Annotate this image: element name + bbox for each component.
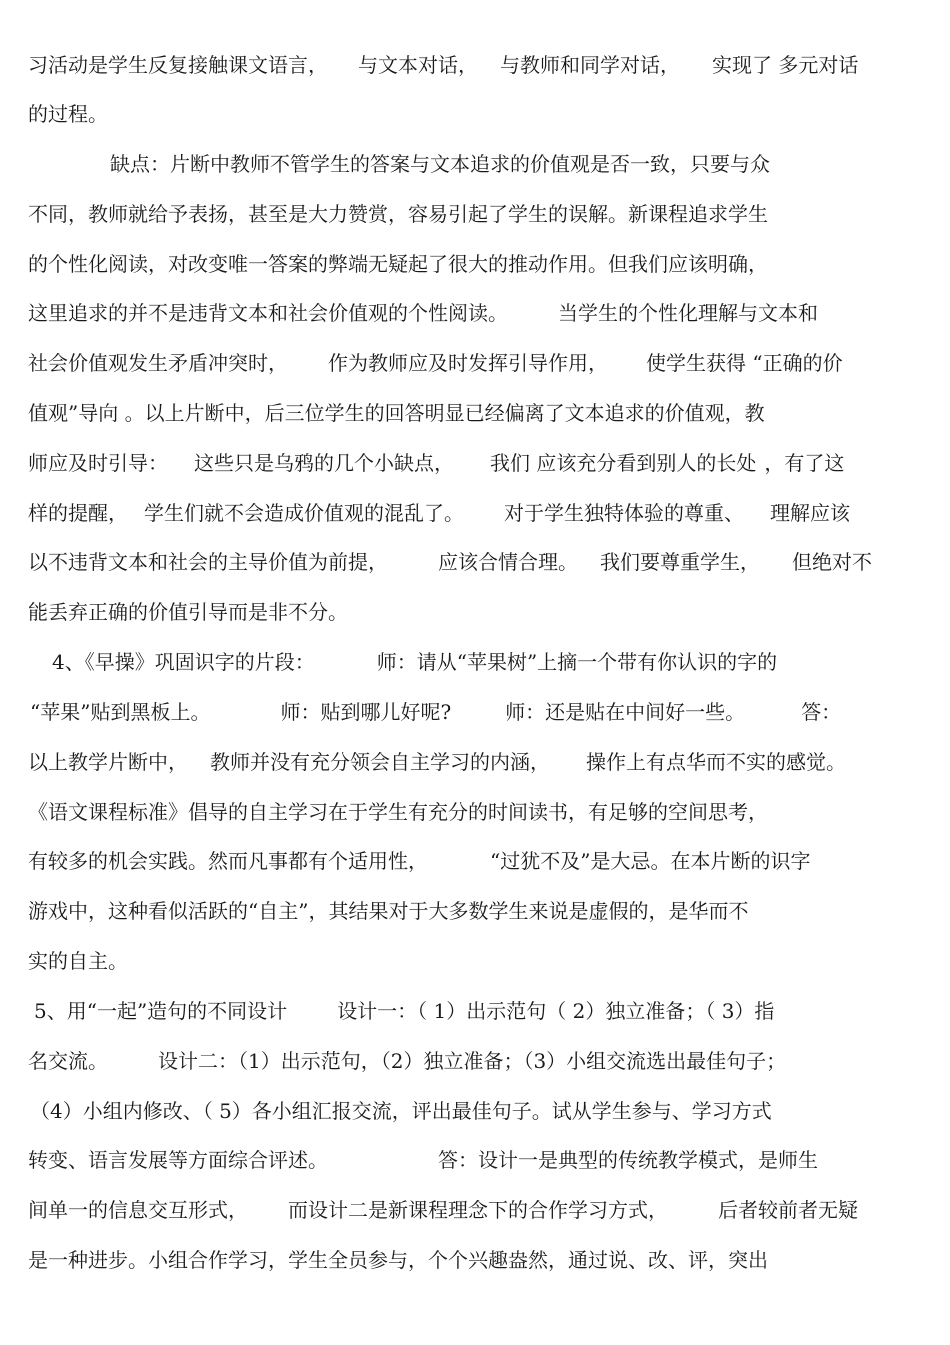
text-line xyxy=(52,647,920,677)
text-segment: 而设计二是新课程理念下的合作学习方式， xyxy=(288,1198,668,1222)
text-segment: 与教师和同学对话， xyxy=(500,53,680,77)
text-segment: 当学生的个性化理解与文本和 xyxy=(558,301,818,325)
text-line xyxy=(28,298,920,328)
text-segment: 师应及时引导： xyxy=(28,451,168,475)
text-segment: 以不违背文本和社会的主导价值为前提， xyxy=(28,550,388,574)
text-line xyxy=(28,896,920,926)
text-segment: 名交流。 xyxy=(28,1049,108,1073)
text-segment: 不同，教师就给予表扬，甚至是大力赞赏，容易引起了学生的误解。新课程追求学生 xyxy=(28,202,768,226)
text-segment: 师：还是贴在中间好一些。 xyxy=(505,700,746,724)
text-line xyxy=(34,996,920,1026)
text-segment: 样的提醒， xyxy=(28,501,128,525)
text-segment: 我们 应该充分看到别人的长处 xyxy=(490,451,757,475)
text-line xyxy=(30,697,920,727)
text-segment: 实现了 多元对话 xyxy=(712,53,859,77)
text-segment: “过犹不及”是大忌。在本片断的识字 xyxy=(490,849,811,873)
text-line xyxy=(28,50,920,80)
text-segment: 教师并没有充分领会自主学习的内涵， xyxy=(210,750,550,774)
text-segment: 设计二：（1）出示范句，（2）独立准备；（3）小组交流选出最佳句子； xyxy=(158,1049,787,1073)
text-segment: 对于学生独特体验的尊重、 xyxy=(504,501,744,525)
text-segment: 应该合情合理。 xyxy=(438,550,578,574)
text-segment: 但绝对不 xyxy=(792,550,872,574)
text-segment: 这些只是乌鸦的几个小缺点， xyxy=(194,451,454,475)
text-segment: 缺点：片断中教师不管学生的答案与文本追求的价值观是否一致，只要与众 xyxy=(110,152,770,176)
text-segment: 师：贴到哪儿好呢? xyxy=(280,700,452,724)
text-segment: 5、用“一起”造句的不同设计 xyxy=(34,999,288,1023)
text-line xyxy=(28,199,920,229)
text-segment: 与文本对话， xyxy=(358,53,478,77)
text-line xyxy=(28,1245,920,1275)
text-line xyxy=(28,547,920,577)
text-segment: 4、《早操》巩固识字的片段： xyxy=(52,650,315,674)
text-segment: 答： xyxy=(801,700,842,724)
text-segment: 能丢弃正确的价值引导而是非不分。 xyxy=(28,600,348,624)
text-line xyxy=(30,1096,920,1126)
text-segment: 理解应该 xyxy=(770,501,850,525)
text-segment: 答：设计一是典型的传统教学模式，是师生 xyxy=(438,1148,818,1172)
text-segment: 《语文课程标准》倡导的自主学习在于学生有充分的时间读书，有足够的空间思考， xyxy=(28,800,768,824)
text-line xyxy=(110,149,920,179)
text-segment: 这里追求的并不是违背文本和社会价值观的个性阅读。 xyxy=(28,301,508,325)
text-segment: 设计一：（ 1）出示范句（ 2）独立准备；（ 3）指 xyxy=(337,999,775,1023)
text-segment: 师：请从“苹果树”上摘一个带有你认识的字的 xyxy=(376,650,778,674)
text-line xyxy=(28,498,920,528)
text-segment: 学生们就不会造成价值观的混乱了。 xyxy=(144,501,464,525)
text-line xyxy=(28,846,920,876)
text-segment: 值观”导向 。以上片断中，后三位学生的回答明显已经偏离了文本追求的价值观，教 xyxy=(28,401,765,425)
text-segment: 间单一的信息交互形式， xyxy=(28,1198,248,1222)
text-segment: 的过程。 xyxy=(28,102,108,126)
text-segment: 习活动是学生反复接触课文语言， xyxy=(28,53,328,77)
text-segment: （4）小组内修改、（ 5）各小组汇报交流，评出最佳句子。试从学生参与、学习方式 xyxy=(30,1099,772,1123)
text-segment: 是一种进步。小组合作学习，学生全员参与，个个兴趣盎然，通过说、改、评，突出 xyxy=(28,1248,768,1272)
text-line xyxy=(28,99,920,129)
text-segment: 以上教学片断中， xyxy=(28,750,188,774)
text-segment: 社会价值观发生矛盾冲突时， xyxy=(28,351,288,375)
text-line xyxy=(28,1046,920,1076)
text-segment: 使学生获得 “正确的价 xyxy=(646,351,843,375)
text-segment: 操作上有点华而不实的感觉。 xyxy=(586,750,846,774)
text-line xyxy=(28,597,920,627)
text-line xyxy=(28,797,920,827)
text-line xyxy=(28,448,920,478)
text-line xyxy=(28,348,920,378)
text-segment: 实的自主。 xyxy=(28,949,128,973)
text-line xyxy=(28,946,920,976)
text-segment: ，有了这 xyxy=(764,451,845,475)
text-segment: 转变、语言发展等方面综合评述。 xyxy=(28,1148,328,1172)
text-segment: “苹果”贴到黑板上。 xyxy=(30,700,211,724)
text-segment: 我们要尊重学生， xyxy=(600,550,760,574)
text-line xyxy=(28,1195,920,1225)
text-line xyxy=(28,398,920,428)
text-segment: 游戏中，这种看似活跃的“自主”，其结果对于大多数学生来说是虚假的，是华而不 xyxy=(28,899,749,923)
text-line xyxy=(28,249,920,279)
text-segment: 后者较前者无疑 xyxy=(718,1198,858,1222)
text-segment: 有较多的机会实践。然而凡事都有个适用性， xyxy=(28,849,428,873)
text-line xyxy=(28,1145,920,1175)
text-line xyxy=(28,747,920,777)
text-segment: 的个性化阅读，对改变唯一答案的弊端无疑起了很大的推动作用。但我们应该明确， xyxy=(28,252,768,276)
text-segment: 作为教师应及时发挥引导作用， xyxy=(328,351,608,375)
